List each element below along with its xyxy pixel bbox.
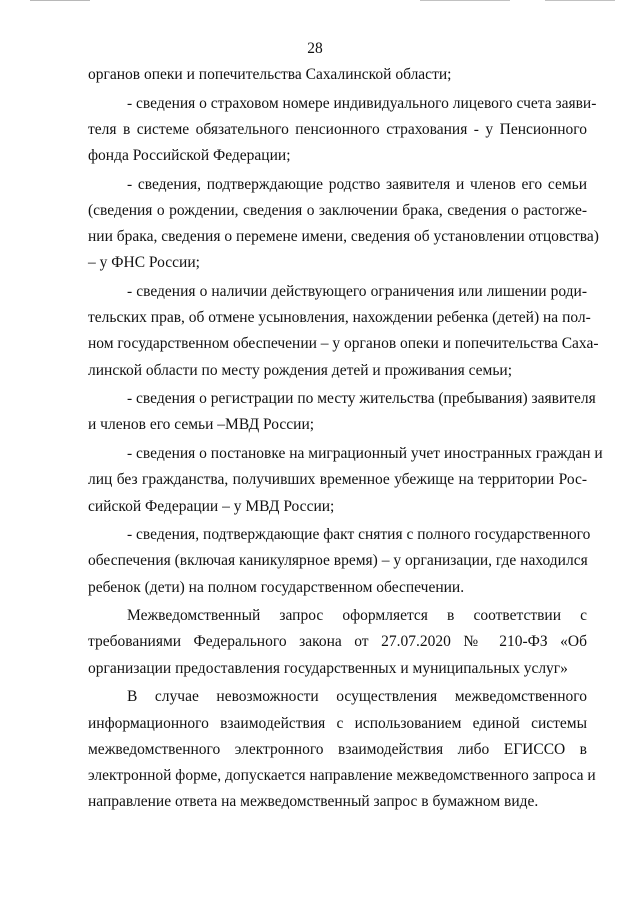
text-line: - сведения о страховом номере индивидуального лицевого счета заяви- [127,94,597,112]
text-line: направление ответа на межведомственный запрос в бумажном виде. [88,793,539,811]
text-line: - сведения, подтверждающие родство заявителя и членов его семьи [127,175,587,193]
scan-artifact [30,0,90,1]
text-line: нии брака, сведения о перемене имени, сведения об установлении отцовства) [88,228,599,246]
scan-artifact [545,0,615,1]
text-line: – у ФНС России; [88,254,200,272]
document-body [88,62,603,815]
text-line: ребенок (дети) на полном государственном обеспечении. [88,578,465,596]
text-line: органов опеки и попечительства Сахалинской области; [88,66,452,83]
text-line: - сведения о постановке на миграционный учет иностранных граждан и [127,445,603,463]
text-line: лиц без гражданства, получивших временное убежище на территории Рос- [88,471,587,489]
text-line: - сведения о наличии действующего ограничения или лишении роди- [127,283,587,300]
text-line: ном государственном обеспечении – у органов опеки и попечительства Саха- [88,335,599,353]
text-line: организации предоставления государственных и муниципальных услуг» [88,659,568,677]
text-line: электронной форме, допускается направление межведомственного запроса и [88,766,596,784]
text-line: В случае невозможности осуществления межведомственного [127,688,587,706]
text-line: межведомственного электронного взаимодействия либо ЕГИССО в [88,740,587,758]
text-line: - сведения о регистрации по месту жительства (пребывания) заявителя [127,390,596,408]
text-line: теля в системе обязательного пенсионного страхования - у Пенсионного [88,120,587,138]
text-line: информационного взаимодействия с использованием единой системы [88,714,587,732]
scan-artifact [420,0,510,1]
text-line: и членов его семьи –МВД России; [88,416,315,434]
text-line: сийской Федерации – у МВД России; [88,497,335,515]
text-line: Межведомственный запрос оформляется в соответствии с [127,607,587,625]
text-line: (сведения о рождении, сведения о заключении брака, сведения о растorже- [88,201,587,219]
text-line: требованиями Федерального закона от 27.07.2020 № 210-ФЗ «Об [88,633,587,651]
text-line: линской области по месту рождения детей и проживания семьи; [88,361,512,379]
text-line: тельских прав, об отмене усыновления, нахождении ребенка (детей) на пол- [88,309,591,327]
text-line: фонда Российской Федерации; [88,147,291,165]
text-line: обеспечения (включая каникулярное время) – у организации, где находился [88,552,588,570]
page-number: 28 [307,40,323,57]
text-line: - сведения, подтверждающие факт снятия с полного государственного [127,526,591,544]
